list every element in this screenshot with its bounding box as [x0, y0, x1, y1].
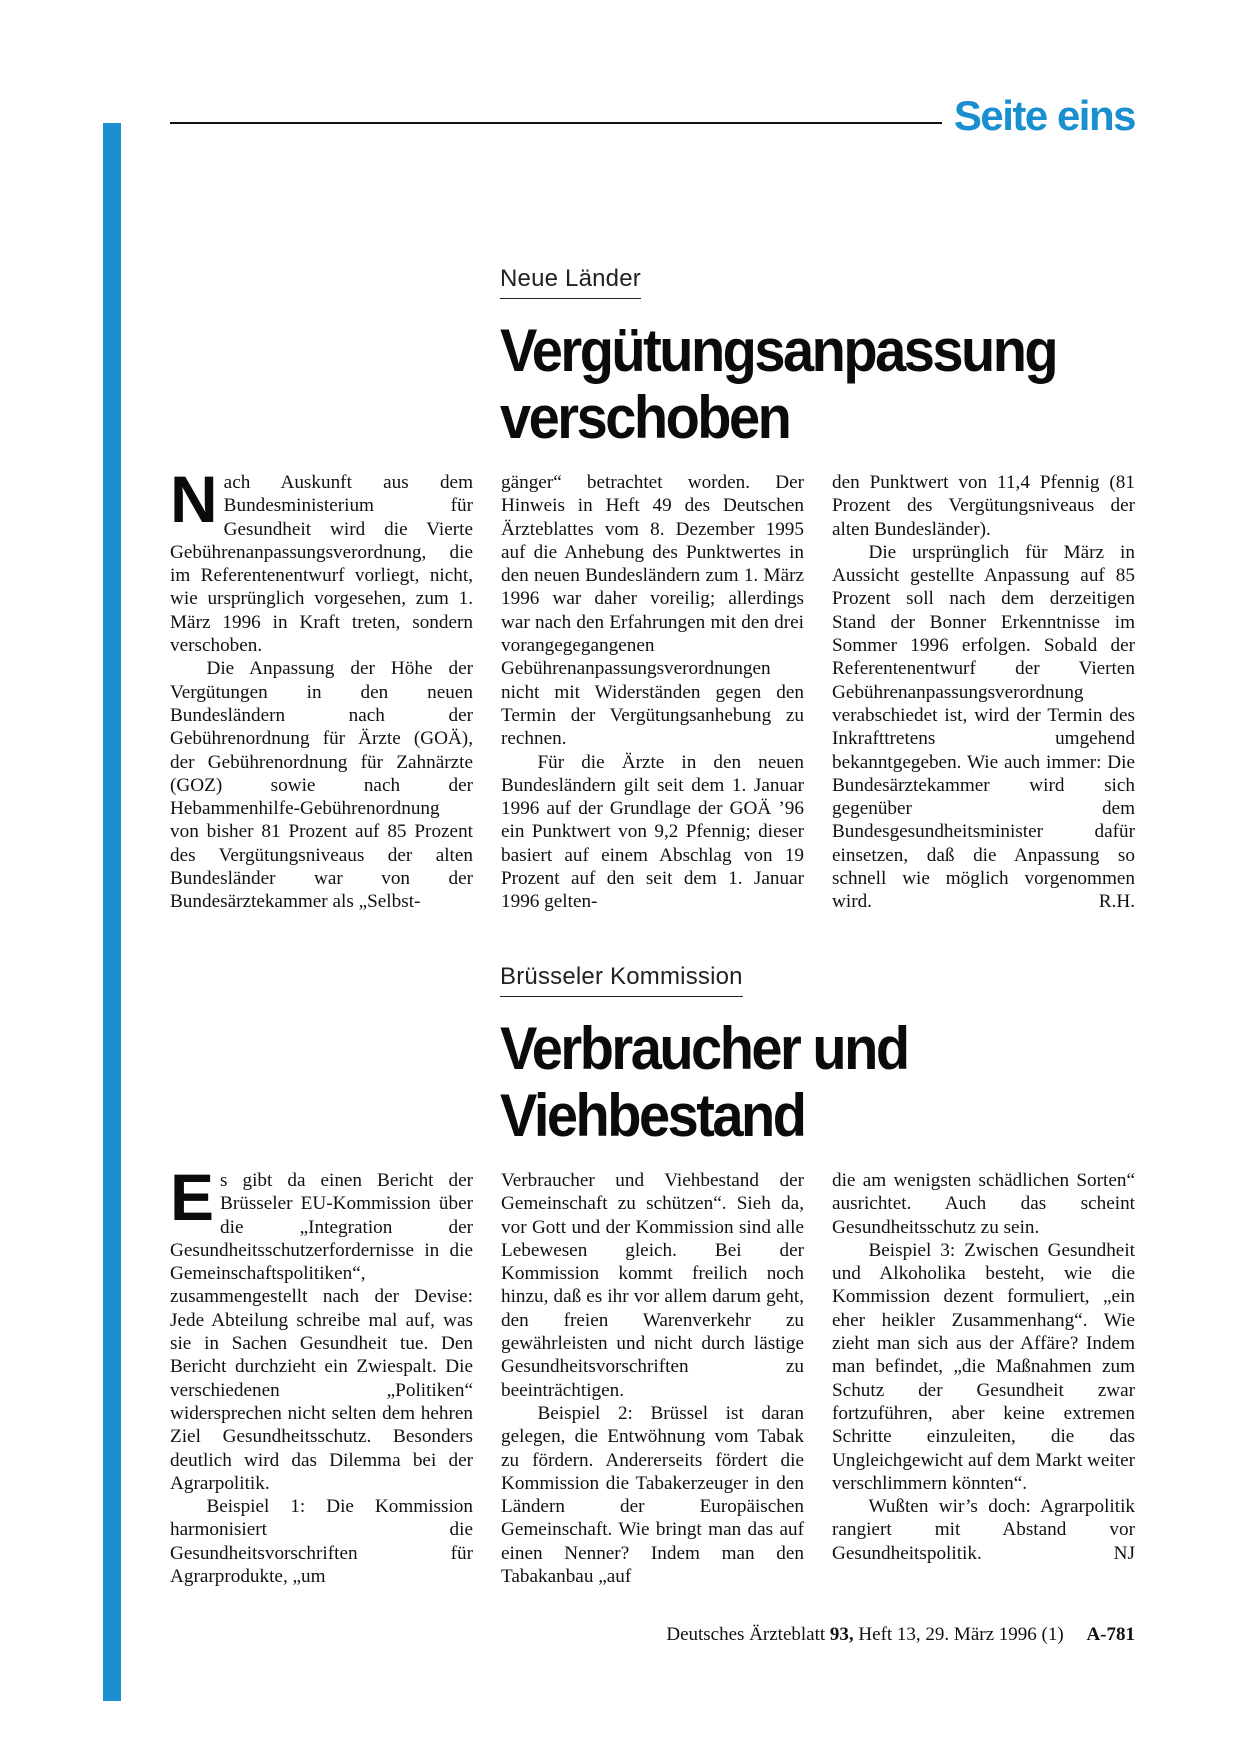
paragraph: gänger“ betrachtet worden. Der Hinweis in Heft 49 des Deutschen Ärzteblattes vom 8. Dezember 1995 auf die Anhebung des Punktwertes in den neuen Bundesländern zum 1. März 1996 war daher voreilig; allerdings war nach den Erfahrungen mit den drei vorangegegangenen Gebührenanpassungsverordnungen nicht mit Widerständen gegen den Termin der Vergütungsanhebung zu rechnen.	[501, 472, 804, 750]
header-rule	[170, 122, 942, 124]
paragraph: Für die Ärzte in den neuen Bundesländern gilt seit dem 1. Januar 1996 auf der Grundlage der GOÄ ’96 ein Punktwert von 9,2 Pfennig; dieser basiert auf einem Abschlag von 19 Prozent auf den seit dem 1. Januar 1996 gelten-	[501, 751, 804, 913]
section-title: Seite eins	[953, 92, 1135, 139]
article-columns	[170, 462, 1135, 914]
author-signoff: R.H.	[1098, 891, 1135, 913]
paragraph	[832, 541, 1135, 914]
drop-cap: N	[170, 462, 218, 536]
kicker-wrapper	[500, 963, 1135, 997]
paragraph: Beispiel 2: Brüssel ist daran gelegen, die Entwöhnung vom Tabak zu fördern. Andererseits fördert die Kommission die Tabakerzeuger in den Ländern der Europäischen Gemeinschaft. Wie bringt man das auf einen Nenner? Indem man den Tabakanbau „auf	[501, 1402, 804, 1588]
article-columns	[170, 1160, 1135, 1588]
paragraph-text: ach Auskunft aus dem Bundesministerium für Gesundheit wird die Vierte Gebührenanpassungsverordnung, die im Referentenentwurf vorliegt, nicht, wie ursprünglich vorgesehen, zum 1. März 1996 in Kraft treten, sondern verschoben.	[170, 472, 473, 657]
article-headline	[500, 317, 1135, 451]
paragraph: den Punktwert von 11,4 Pfennig (81 Prozent des Vergütungsniveaus der alten Bundesländer).	[832, 472, 1135, 540]
article-headline	[500, 1015, 1135, 1149]
headline-line-2: Viehbestand	[500, 1080, 805, 1149]
paragraph: die am wenigsten schädlichen Sorten“ ausrichtet. Auch das scheint Gesundheitsschutz zu sein.	[832, 1170, 1135, 1238]
text-column-1	[170, 1160, 473, 1588]
paragraph: Beispiel 1: Die Kommission harmonisiert die Gesundheitsvorschriften für Agrarprodukte, „um	[170, 1496, 473, 1588]
footer-volume: 93,	[829, 1624, 854, 1645]
footer-page-number: A-781	[1086, 1624, 1135, 1645]
headline-line-1: Vergütungsanpassung	[500, 315, 1057, 384]
footer-journal: Deutsches Ärzteblatt	[666, 1624, 826, 1645]
paragraph: Verbraucher und Viehbestand der Gemeinschaft zu schützen“. Sieh da, vor Gott und der Kommission sind alle Lebewesen gleich. Bei der Kommission kommt freilich noch hinzu, daß es ihr vor allem darum geht, den freien Warenverkehr zu gewährleisten und nicht durch lästige Gesundheitsvorschriften zu beeinträchtigen.	[501, 1170, 804, 1401]
paragraph-text: Wußten wir’s doch: Agrarpolitik rangiert mit Abstand vor Gesundheitspolitik.	[832, 1496, 1135, 1564]
text-column-2	[501, 1169, 804, 1588]
article-kicker: Brüsseler Kommission	[500, 963, 743, 997]
paragraph: Beispiel 3: Zwischen Gesundheit und Alkoholika besteht, wie die Kommission dezent formuliert, „ein eher heikler Zusammenhang“. Wie zieht man sich aus der Affäre? Indem man befindet, „die Maßnahmen zum Schutz der Gesundheit zwar fortzuführen, aber keine extremen Schritte einzuleiten, die das Ungleichgewicht auf dem Markt weiter verschlimmern könnten“.	[832, 1239, 1135, 1494]
paragraph	[170, 462, 473, 657]
footer-issue: Heft 13, 29. März 1996 (1)	[858, 1624, 1064, 1645]
text-column-1	[170, 462, 473, 914]
author-signoff: NJ	[1113, 1542, 1135, 1564]
paragraph	[170, 1160, 473, 1495]
page-footer	[666, 1624, 1135, 1646]
sidebar-accent-bar	[103, 123, 121, 1701]
headline-line-1: Verbraucher und	[500, 1013, 908, 1082]
text-column-3	[832, 1169, 1135, 1588]
text-column-2	[501, 471, 804, 914]
kicker-wrapper	[500, 265, 1135, 299]
text-column-3	[832, 471, 1135, 914]
article-bruesseler-kommission	[170, 963, 1135, 1588]
drop-cap: E	[170, 1160, 215, 1234]
paragraph-text: Die ursprünglich für März in Aussicht gestellte Anpassung auf 85 Prozent soll nach dem derzeitigen Stand der Bonner Erkenntnisse im Sommer 1996 erfolgen. Sobald der Referentenentwurf der Vierten Gebührenanpassungsverordnung verabschiedet ist, wird der Termin des Inkrafttretens umgehend bekanntgegeben. Wie auch immer: Die Bundesärztekammer wird sich gegenüber dem Bundesgesundheitsminister dafür einsetzen, daß die Anpassung so schnell wie möglich vorgenommen wird.	[832, 541, 1135, 913]
article-kicker: Neue Länder	[500, 265, 641, 299]
article-neue-laender	[170, 265, 1135, 914]
paragraph: Die Anpassung der Höhe der Vergütungen in den neuen Bundesländern nach der Gebührenordnung für Ärzte (GOÄ), der Gebührenordnung für Zahnärzte (GOZ) sowie nach der Hebammenhilfe-Gebührenordnung von bisher 81 Prozent auf 85 Prozent des Vergütungsniveaus der alten Bundesländer war von der Bundesärztekammer als „Selbst-	[170, 658, 473, 913]
headline-line-2: verschoben	[500, 382, 790, 451]
paragraph-text: s gibt da einen Bericht der Brüsseler EU-Kommission über die „Integration der Gesundheitsschutzerfordernisse in die Gemeinschaftspolitiken“, zusammengestellt nach der Devise: Jede Abteilung schreibe mal auf, was sie in Sachen Gesundheit tue. Den Bericht durchzieht ein Zwiespalt. Die verschiedenen „Politiken“ widersprechen nicht selten dem hehren Ziel Gesundheitsschutz. Besonders deutlich wird das Dilemma bei der Agrarpolitik.	[170, 1170, 473, 1494]
paragraph	[832, 1495, 1135, 1565]
